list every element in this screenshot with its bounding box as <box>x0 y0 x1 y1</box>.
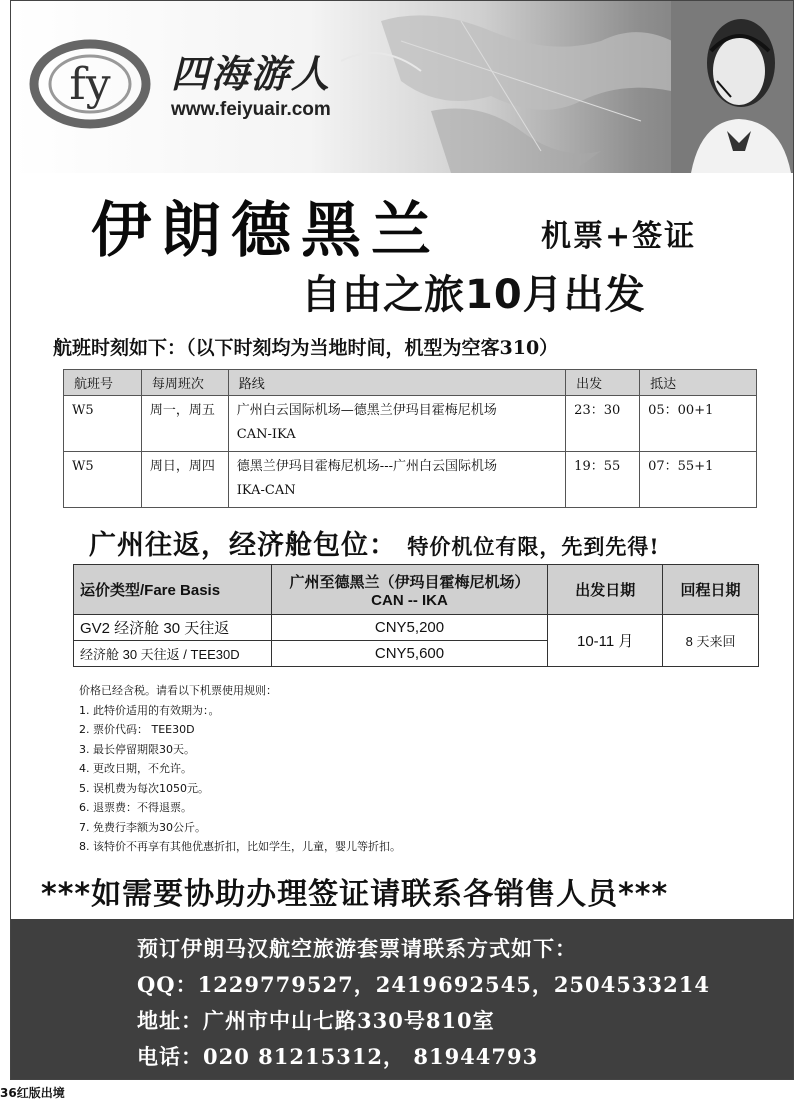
route-cell <box>228 452 565 508</box>
col-arrive: 抵达 <box>640 370 757 396</box>
fare-type: GV2 经济舱 30 天往返 <box>74 615 272 641</box>
col-route: 路线 <box>228 370 565 396</box>
ticket-rules <box>79 681 401 857</box>
depart-time: 23：30 <box>566 396 640 452</box>
weekly-days: 周一，周五 <box>141 396 228 452</box>
col-depart-date: 出发日期 <box>548 565 663 615</box>
col-return-date: 回程日期 <box>663 565 759 615</box>
rule-item: 7. 免费行李额为30公斤。 <box>79 820 206 834</box>
rule-item: 4. 更改日期，不允许。 <box>79 762 192 775</box>
flight-schedule-table <box>63 369 757 508</box>
fy-logo-icon <box>29 39 151 129</box>
route-code: IKA-CAN <box>236 483 296 498</box>
fare-type: 经济舱 30 天往返 / TEE30D <box>74 641 272 667</box>
svg-text:fy: fy <box>69 59 111 110</box>
rule-item: 1. 此特价适用的有效期为：。 <box>79 703 220 717</box>
col-fare-type: 运价类型/Fare Basis <box>74 565 272 615</box>
arrive-time: 07：55+1 <box>640 452 757 508</box>
route-header-line1: 广州至德黑兰（伊玛目霍梅尼机场） <box>289 573 530 591</box>
tour-headline: 自由之旅10月出发 <box>301 272 646 318</box>
rule-item: 3. 最长停留期限30天。 <box>79 742 195 756</box>
visa-assistance-note: ***如需要协助办理签证请联系各销售人员*** <box>41 877 669 912</box>
advertisement-page <box>10 0 794 1080</box>
flight-number: W5 <box>64 396 142 452</box>
table-header-row <box>64 370 757 396</box>
fare-table <box>73 564 759 667</box>
route-text: 德黑兰伊玛目霍梅尼机场---广州白云国际机场 <box>236 459 497 474</box>
table-row <box>64 396 757 452</box>
route-text: 广州白云国际机场—德黑兰伊玛目霍梅尼机场 <box>236 403 497 418</box>
brand-name: 四海游人 <box>171 52 332 96</box>
promo-main: 广州往返，经济舱包位： <box>89 530 397 561</box>
rule-item: 8. 该特价不再享有其他优惠折扣，比如学生，儿童，婴儿等折扣。 <box>79 840 401 853</box>
fare-price: CNY5,600 <box>271 641 548 667</box>
table-row <box>64 452 757 508</box>
col-flight-number: 航班号 <box>64 370 142 396</box>
rules-intro: 价格已经含税。请看以下机票使用规则： <box>79 684 277 697</box>
product-subtitle: 机票+签证 <box>541 219 697 254</box>
contact-address: 地址：广州市中山七路330号810室 <box>137 1008 495 1033</box>
depart-time: 19：55 <box>566 452 640 508</box>
route-cell <box>228 396 565 452</box>
return-period: 8 天来回 <box>663 615 759 667</box>
contact-intro: 预订伊朗马汉航空旅游套票请联系方式如下： <box>137 936 577 961</box>
promo-heading <box>89 523 660 562</box>
fare-price: CNY5,200 <box>271 615 548 641</box>
route-code: CAN-IKA <box>236 427 296 442</box>
rule-item: 6. 退票费：不得退票。 <box>79 801 192 814</box>
customer-service-agent-image <box>671 1 794 173</box>
col-depart: 出发 <box>566 370 640 396</box>
weekly-days: 周日，周四 <box>141 452 228 508</box>
table-header-row <box>74 565 759 615</box>
col-route <box>271 565 548 615</box>
depart-period: 10-11 月 <box>548 615 663 667</box>
route-header-line2: CAN -- IKA <box>371 591 448 609</box>
contact-panel <box>11 919 794 1080</box>
rule-item: 5. 误机费为每次1050元。 <box>79 781 209 795</box>
brand-url: www.feiyuair.com <box>171 99 331 120</box>
promo-limited: 特价机位有限，先到先得! <box>407 534 660 559</box>
page-footer: 36红版出境 <box>0 1086 65 1100</box>
table-row <box>74 615 759 641</box>
arrive-time: 05：00+1 <box>640 396 757 452</box>
rule-item: 2. 票价代码： TEE30D <box>79 723 195 736</box>
destination-title: 伊朗德黑兰 <box>91 196 441 266</box>
flight-schedule-heading: 航班时刻如下：（以下时刻均为当地时间，机型为空客310） <box>53 337 559 359</box>
header-banner <box>11 1 794 173</box>
flight-number: W5 <box>64 452 142 508</box>
col-weekly-frequency: 每周班次 <box>141 370 228 396</box>
contact-phone: 电话：020 81215312， 81944793 <box>137 1044 539 1069</box>
contact-qq: QQ：1229779527，2419692545，2504533214 <box>137 972 710 997</box>
